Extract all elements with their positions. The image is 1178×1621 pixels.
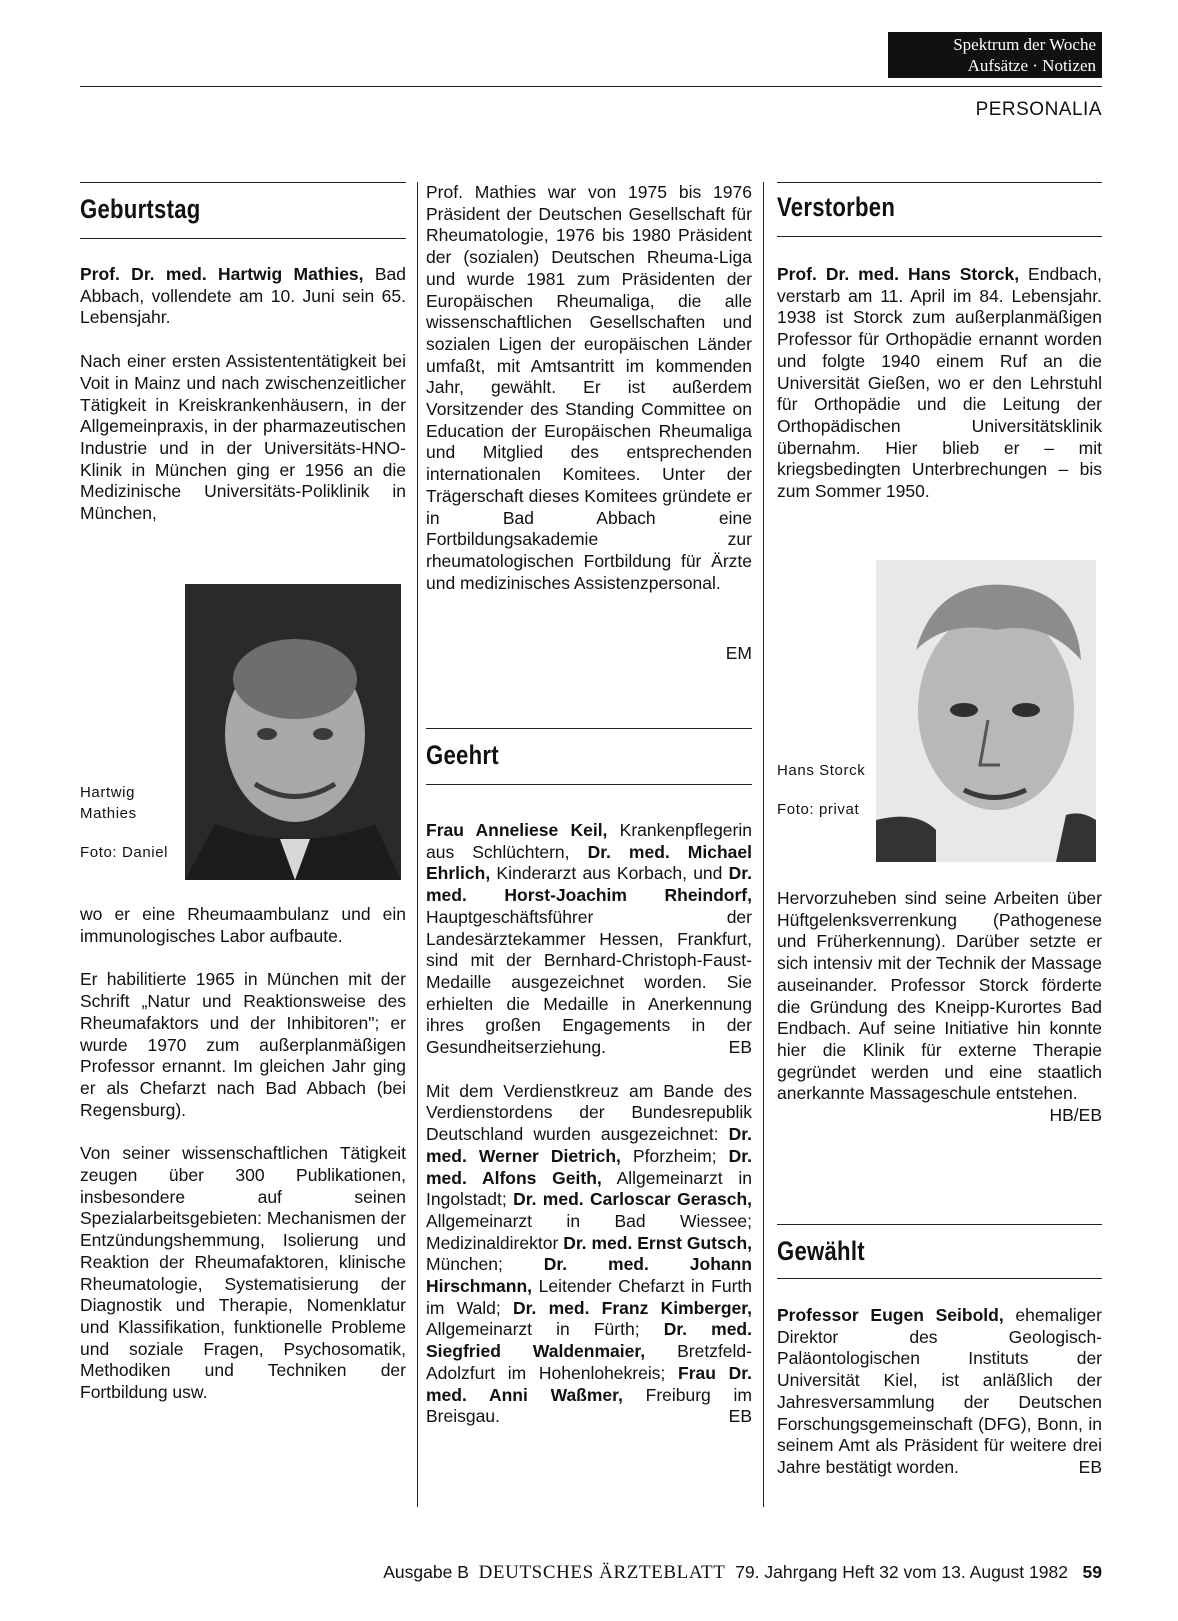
footer-masthead: DEUTSCHES ÄRZTEBLATT	[478, 1562, 726, 1583]
geburtstag-para-3: Er habilitierte 1965 in München mit der Schrift „Natur und Reaktionsweise des Rheumafaktors und der Inhibitoren"; er wurde 1970 zum außerplanmäßigen Professor ernannt. Im gleichen Jahr ging er als Chefarzt nach Bad Abbach (bei Regensburg).	[80, 969, 406, 1120]
geburtstag-para-2: wo er eine Rheumaambulanz und ein immunologisches Labor aufbaute.	[80, 904, 406, 946]
geehrt-text-span: Allgemeinarzt in Ingolstadt;	[426, 1167, 752, 1210]
column-divider-left	[417, 182, 418, 1507]
geehrt-text-span: Bretzfeld-Adolzfurt im Hohenlohekreis;	[426, 1341, 752, 1383]
badge-line-2: Aufsätze · Notizen	[967, 56, 1096, 75]
geehrt-text-span: Freiburg im Breisgau.	[426, 1384, 753, 1427]
gewaehlt-heading: Gewählt	[777, 1236, 865, 1266]
gewaehlt-person: Professor Eugen Seibold,	[777, 1305, 1004, 1325]
geehrt-person: Dr. med. Horst-Joachim Rheindorf,	[426, 863, 752, 906]
verstorben-person: Prof. Dr. med. Hans Storck,	[777, 264, 1020, 284]
geehrt-person: Dr. med. Michael Ehrlich,	[426, 841, 753, 884]
column-divider-right	[763, 182, 764, 1507]
geburtstag-col2-para	[426, 182, 752, 594]
section-badge	[888, 32, 1102, 78]
verstorben-para-2-text: Hervorzuheben sind seine Arbeiten über Hüftgelenksverrenkung (Pathogenese und Früherkennung). Darüber setzte er sich intensiv mit der Technik der Massage auseinander. Professor Storck förderte die Gründung des Kneipp-Kurortes Bad Endbach. Auf seine Initiative hin konnte hier die Klinik für externe Therapie gegründet werden und eine staatlich anerkannte Massageschule entstehen.	[777, 888, 1102, 1104]
geburtstag-signature: EM	[725, 643, 752, 663]
badge-line-1: Spektrum der Woche	[953, 35, 1096, 54]
storck-portrait-icon	[876, 560, 1096, 862]
header-rule	[80, 86, 1102, 87]
geburtstag-col2-text: Prof. Mathies war von 1975 bis 1976 Präsident der Deutschen Gesellschaft für Rheumatologie, 1976 bis 1980 Präsident der (sozialen) Deutschen Rheuma-Liga und wurde 1981 zum Präsidenten der Europäischen Rheumaliga, die alle wissenschaftlichen Gesellschaften und sozialen Ligen der europäischen Länder umfaßt, mit Amtsantritt im kommenden Jahr, gewählt. Er ist außerdem Vorsitzender des Standing Committee on Education der Europäischen Rheumaliga und Mitglied des entsprechenden internationalen Komitees. Unter der Trägerschaft dieses Komitees gründete er in Bad Abbach eine Fortbildungsakademie zur rheumatologischen Fortbildung für Ärzte und medizinisches Assistenzpersonal.	[426, 182, 752, 593]
geburtstag-intro-text: Bad Abbach, vollendete am 10. Juni sein 65. Lebensjahr.	[80, 264, 406, 328]
geehrt-para-1	[426, 820, 752, 1059]
geehrt-person: Dr. med. Werner Dietrich,	[426, 1124, 752, 1166]
verstorben-signature: HB/EB	[1049, 1105, 1102, 1126]
storck-photo-caption	[777, 760, 867, 838]
geehrt-text-span: Mit dem Verdienstkreuz am Bande des Verdienstordens der Bundesrepublik Deutschland wurden ausgezeichnet:	[426, 1080, 752, 1145]
mathies-photo	[185, 584, 401, 880]
footer-page-number: 59	[1082, 1562, 1102, 1582]
geehrt-text-span: Krankenpflegerin aus Schlüchtern,	[426, 820, 752, 862]
geehrt-person: Dr. med. Alfons Geith,	[426, 1145, 752, 1188]
geburtstag-text-top	[80, 264, 406, 547]
geburtstag-intro	[80, 264, 406, 329]
verstorben-intro	[777, 264, 1102, 503]
geehrt-text-span: Allgemeinarzt in Fürth;	[426, 1319, 664, 1340]
geehrt-text-span: Kinderarzt aus Korbach, und	[490, 863, 729, 884]
storck-caption-name: Hans Storck	[777, 762, 866, 779]
verstorben-text-top	[777, 264, 1102, 525]
geehrt-person: Dr. med. Franz Kimberger,	[513, 1297, 752, 1318]
gewaehlt-para	[777, 1305, 1102, 1479]
verstorben-heading: Verstorben	[777, 192, 896, 222]
storck-photo	[876, 560, 1096, 862]
gewaehlt-rule-top	[777, 1224, 1102, 1225]
geehrt-text-span: Leitender Chefarzt in Furth im Wald;	[426, 1276, 752, 1318]
mathies-caption-credit: Foto: Daniel	[80, 844, 169, 861]
geburtstag-continuation	[426, 182, 752, 616]
section-label: PERSONALIA	[975, 99, 1102, 120]
page-footer	[383, 1562, 1102, 1584]
geburtstag-para-4: Von seiner wissenschaftlichen Tätigkeit zeugen über 300 Publikationen, insbesondere auf seinen Spezialarbeitsgebieten: Mechanismen der Entzündungshemmung, Isolierung und Reaktion der Rheumafaktoren, klinische Rheumatologie, Systematisierung der Diagnostik und Therapie, Nomenklatur und Klassifikation, funktionelle Probleme und soziale Fragen, Psychosomatik, Methodiken und Techniken der Fortbildung usw.	[80, 1143, 406, 1403]
geehrt-text-span: München;	[426, 1254, 544, 1275]
geehrt-signature-1: EB	[728, 1037, 752, 1058]
geehrt-rule-bottom	[426, 784, 752, 785]
geehrt-text-span: Hauptgeschäftsführer der Landesärztekammer Hessen, Frankfurt, sind mit der Bernhard-Christoph-Faust-Medaille ausgezeichnet worden. Sie erhielten die Medaille in Anerkennung ihres großen Engagements in der Gesundheitserziehung.	[426, 906, 752, 1058]
geehrt-signature-2: EB	[728, 1406, 752, 1427]
gewaehlt-text	[777, 1305, 1102, 1501]
geehrt-person: Frau Anneliese Keil,	[426, 820, 608, 840]
verstorben-text-bottom	[777, 888, 1102, 1127]
geehrt-text	[426, 820, 752, 1450]
geehrt-person: Dr. med. Johann Hirschmann,	[426, 1254, 752, 1297]
geehrt-person: Frau Dr. med. Anni Waßmer,	[426, 1362, 752, 1405]
geehrt-person: Dr. med. Ernst Gutsch,	[563, 1232, 753, 1253]
geehrt-heading: Geehrt	[426, 740, 499, 770]
footer-edition: Ausgabe B	[383, 1562, 469, 1582]
geehrt-person: Dr. med. Siegfried Waldenmaier,	[426, 1319, 752, 1362]
geehrt-person: Dr. med. Carloscar Gerasch,	[513, 1189, 752, 1210]
verstorben-intro-text: Endbach, verstarb am 11. April im 84. Lebensjahr. 1938 ist Storck zum außerplanmäßigen Professor für Orthopädie ernannt worden und folgte 1940 einem Ruf an die Universität Gießen, wo er den Lehrstuhl für Orthopädie und die Leitung der Orthopädischen Universitätsklinik übernahm. Hier blieb er – mit kriegsbedingten Unterbrechungen – bis zum Sommer 1950.	[777, 264, 1103, 502]
geburtstag-text-bottom	[80, 904, 406, 1426]
geehrt-text-span: Allgemeinarzt in Bad Wiessee; Medizinaldirektor	[426, 1210, 752, 1253]
geehrt-rule-top	[426, 728, 752, 729]
gewaehlt-rule-bottom	[777, 1278, 1102, 1279]
geburtstag-heading: Geburtstag	[80, 194, 201, 224]
mathies-caption-name: Hartwig Mathies	[80, 784, 137, 822]
storck-caption-credit: Foto: privat	[777, 801, 860, 818]
verstorben-para-2	[777, 888, 1102, 1126]
verstorben-rule-top	[777, 182, 1102, 183]
gewaehlt-para-text: ehemaliger Direktor des Geologisch-Paläontologischen Instituts der Universität Kiel, ist anläßlich der Jahresversammlung der Deutschen Forschungsgemeinschaft (DFG), Bonn, in seinem Amt als Präsident für weitere drei Jahre bestätigt worden.	[777, 1305, 1102, 1477]
geburtstag-rule-bottom	[80, 238, 406, 239]
geehrt-para-2	[426, 1081, 752, 1428]
geburtstag-para-1: Nach einer ersten Assistententätigkeit bei Voit in Mainz und nach zwischenzeitlicher Tätigkeit in Kreiskrankenhäusern, in der Allgemeinpraxis, in der pharmazeutischen Industrie und in der Universitäts-HNO-Klinik in München ging er 1956 an die Medizinische Universitäts-Poliklinik in München,	[80, 351, 406, 524]
verstorben-rule-bottom	[777, 236, 1102, 237]
geburtstag-rule-top	[80, 182, 406, 183]
mathies-photo-caption	[80, 782, 180, 881]
footer-issue: 79. Jahrgang Heft 32 vom 13. August 1982	[735, 1562, 1068, 1582]
mathies-portrait-icon	[185, 584, 401, 880]
geburtstag-person: Prof. Dr. med. Hartwig Mathies,	[80, 264, 364, 284]
geehrt-text-span: Pforzheim;	[620, 1145, 729, 1166]
gewaehlt-signature: EB	[1078, 1456, 1102, 1477]
